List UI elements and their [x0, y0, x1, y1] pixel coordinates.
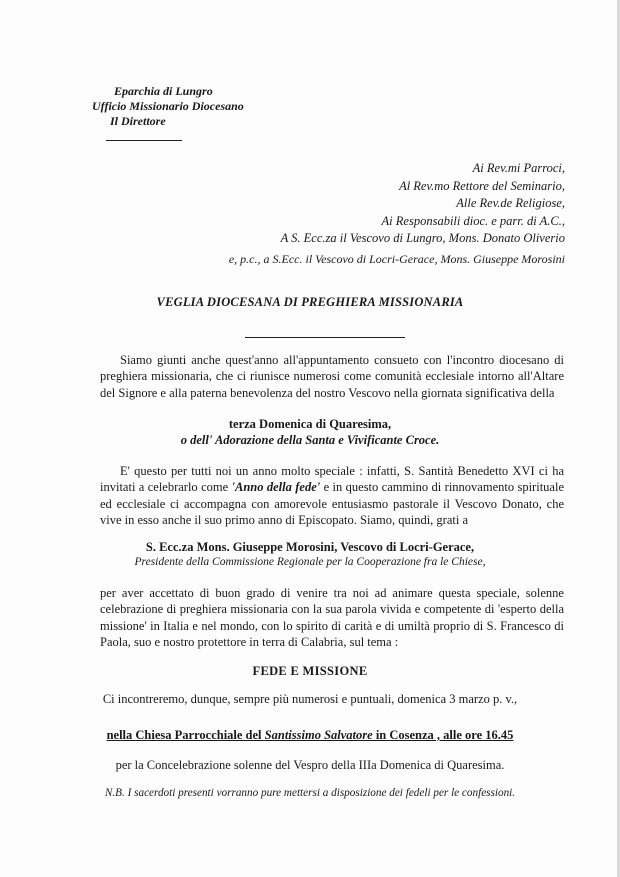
recipients-block	[281, 160, 565, 248]
recipient-line: Al Rev.mo Rettore del Seminario,	[399, 178, 565, 193]
paragraph2-before: E' questo per tutti noi un anno molto speciale : infatti, S. Santità Benedetto XVI ci ha invitati a celebrarlo come	[100, 464, 564, 495]
sender-role: Il Direttore	[110, 114, 166, 128]
paragraph-thanks: per aver accettato di buon grado di venire tra noi ad animare questa speciale, solenne celebrazione di preghiera missionaria con la sua parola vivida e competente di 'esperto della missione' in Italia e nel mondo, con lo spirito di carità e di umiltà proprio di S. Francesco di Paola, suo e nostro protettore in terra di Calabria, sul tema :	[100, 586, 564, 650]
vespro-line: per la Concelebrazione solenne del Vespro della IIIa Domenica di Quaresima.	[115, 758, 505, 772]
recipient-line: Ai Responsabili dioc. e parr. di A.C.,	[381, 213, 565, 228]
highlight-sunday: terza Domenica di Quaresima,	[228, 417, 392, 431]
sender-eparchy: Eparchia di Lungro	[114, 84, 213, 98]
president-line: Presidente della Commissione Regionale per la Cooperazione fra le Chiese,	[134, 556, 486, 568]
theme-heading: FEDE E MISSIONE	[252, 664, 368, 678]
paragraph2-emphasis: 'Anno della fede'	[231, 480, 321, 495]
recipient-line: Alle Rev.de Religiose,	[456, 196, 565, 211]
place-pre: nella Chiesa Parrocchiale del	[106, 728, 265, 742]
place-post: in Cosenza , alle ore 16.45	[372, 728, 514, 742]
nb-note: N.B. I sacerdoti presenti vorranno pure mettersi a disposizione dei fedeli per le confessioni.	[104, 787, 516, 799]
pc-line: e, p.c., a S.Ecc. il Vescovo di Locri-Gerace, Mons. Giuseppe Morosini	[228, 252, 565, 266]
sender-office: Ufficio Missionario Diocesano	[92, 99, 244, 113]
meeting-line: Ci incontreremo, dunque, sempre più numerosi e puntuali, domenica 3 marzo p. v.,	[102, 692, 518, 706]
title-divider	[245, 337, 405, 338]
paragraph-intro-text: Siamo giunti anche quest'anno all'appuntamento consueto con l'incontro diocesano di preghiera missionaria, che ci riunisce numerosi come comunità ecclesiale intorno all'Altare del Signore e alla paterna benevolenza del nostro Vescovo nella giornata significativa della	[100, 353, 564, 400]
sender-divider	[106, 140, 182, 141]
highlight-adoration: o dell' Adorazione della Santa e Vivificante Croce.	[180, 433, 440, 447]
recipient-line: Ai Rev.mi Parroci,	[472, 161, 565, 175]
bishop-line: S. Ecc.za Mons. Giuseppe Morosini, Vescovo di Locri-Gerace,	[145, 540, 475, 554]
place-church: Santissimo Salvatore	[264, 728, 373, 742]
paragraph-year-of-faith	[100, 463, 564, 529]
sender-block	[92, 84, 244, 129]
place-line	[0, 728, 620, 743]
document-title: VEGLIA DIOCESANA DI PREGHIERA MISSIONARIA	[156, 295, 464, 309]
recipient-line: A S. Ecc.za il Vescovo di Lungro, Mons. Donato Oliverio	[280, 231, 565, 246]
paragraph-intro	[100, 352, 564, 401]
paragraph2-after: e in questo cammino di rinnovamento spirituale ed ecclesiale ci accompagna con amorevole entusiasmo pastorale il Vescovo Donato, che vive in esso anche il suo primo anno di Episcopato. Siamo, quindi, grati a	[100, 480, 564, 528]
